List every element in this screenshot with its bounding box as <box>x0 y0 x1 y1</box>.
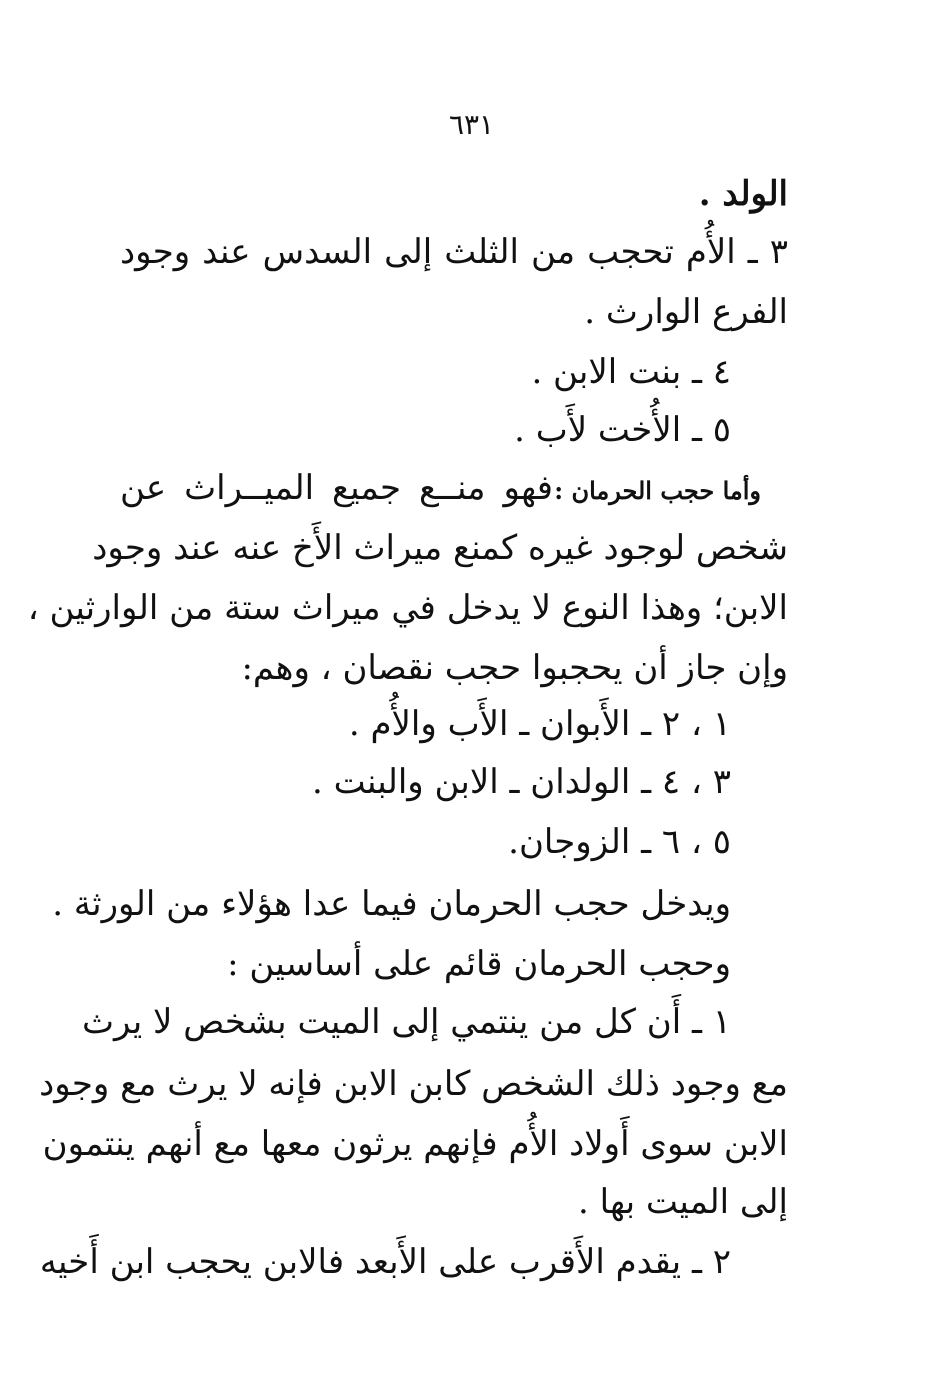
text-line: الابن؛ وهذا النوع لا يدخل في ميراث ستة من الوارثين ، <box>27 588 788 628</box>
text-line: ١ ـ أَن كل من ينتمي إلى الميت بشخص لا يرث <box>82 1002 731 1042</box>
text-line: ٣ ، ٤ ـ الولدان ـ الابن والبنت . <box>311 762 731 802</box>
text-line: مع وجود ذلك الشخص كابن الابن فإنه لا يرث مع وجود <box>39 1064 788 1104</box>
text-line: ٤ ـ بنت الابن . <box>531 352 731 392</box>
text-line: شخص لوجود غيره كمنع ميراث الأَخ عنه عند وجود <box>92 528 788 568</box>
section-heading: وأما حجب الحرمان : <box>554 476 761 505</box>
text-line: إلى الميت بها . <box>578 1182 788 1222</box>
text-line: ١ ، ٢ ـ الأَبوان ـ الأَب والأُم . <box>348 704 731 744</box>
text-line: ٢ ـ يقدم الأَقرب على الأَبعد فالابن يحجب ابن أَخيه <box>39 1242 731 1282</box>
text-line: ويدخل حجب الحرمان فيما عدا هؤلاء من الورثة . <box>52 884 731 924</box>
text-line: ٥ ، ٦ ـ الزوجان. <box>508 822 731 862</box>
text-line: وحجب الحرمان قائم على أساسين : <box>227 944 731 984</box>
page-number: ٦٣١ <box>448 108 495 141</box>
text-line: وإن جاز أن يحجبوا حجب نقصان ، وهم: <box>241 648 788 688</box>
inline-heading <box>554 468 761 511</box>
text-line: ٥ ـ الأُخت لأَب . <box>514 410 731 450</box>
text-line: ٣ ـ الأُم تحجب من الثلث إلى السدس عند وجود <box>120 232 788 272</box>
text-line: الولد . <box>698 174 788 214</box>
text-line: فهو منــع جميع الميــراث عن <box>120 468 553 508</box>
text-line: الابن سوى أَولاد الأُم فإنهم يرثون معها مع أنهم ينتمون <box>42 1124 788 1164</box>
text-line: الفرع الوارث . <box>584 292 788 332</box>
